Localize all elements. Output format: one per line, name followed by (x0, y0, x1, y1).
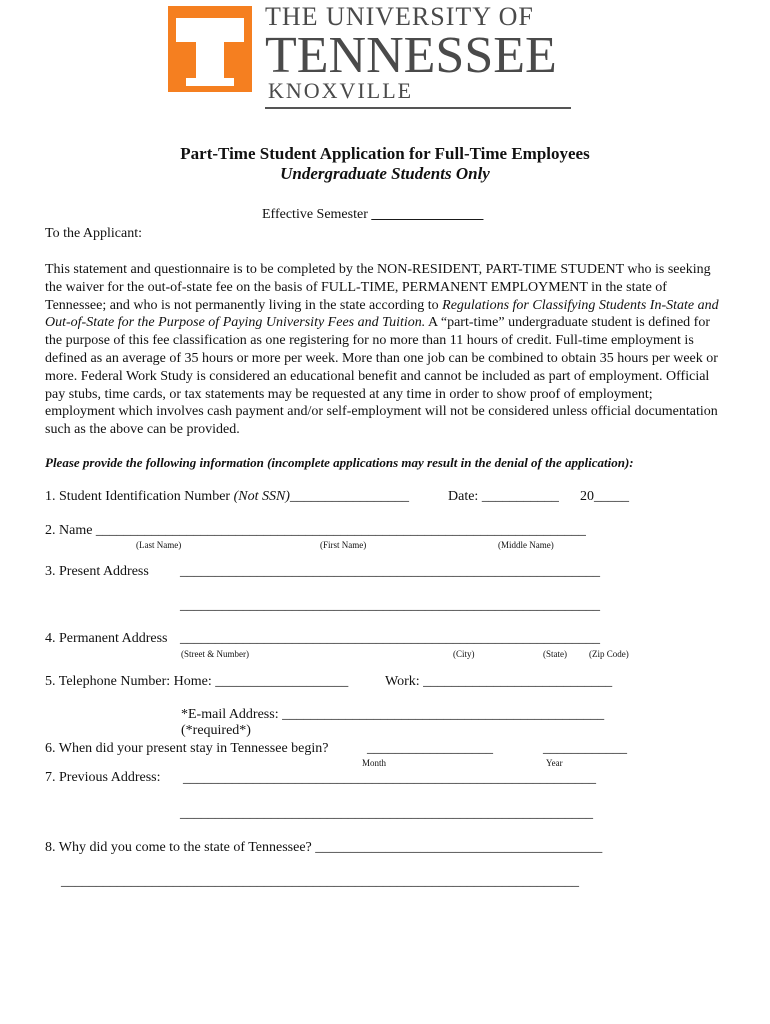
q4-label: 4. Permanent Address (45, 631, 168, 646)
q1-label: 1. Student Identification Number (45, 489, 234, 504)
q2-middle-name-caption: (Middle Name) (498, 540, 554, 550)
email-required-note: (*required*) (181, 723, 251, 738)
q4-city-caption: (City) (453, 649, 475, 659)
instructions-paragraph (45, 261, 725, 439)
q6-label: 6. When did your present stay in Tennessee begin? (45, 741, 329, 756)
q2-name-field[interactable]: 2. Name ______________________________________________________________________ (45, 523, 586, 538)
logo-line-2: TENNESSEE (265, 27, 557, 84)
year-field[interactable]: 20_____ (580, 489, 629, 504)
university-logo-mark (168, 6, 252, 92)
paragraph-regulation-title: Regulations for Classifying Students In-State and Out-of-State for the Purpose of Paying University Fees and Tuition. (45, 297, 719, 331)
email-field[interactable]: *E-mail Address: ______________________________________________ (181, 707, 605, 722)
power-t-icon (168, 6, 252, 92)
q4-state-caption: (State) (543, 649, 567, 659)
effective-semester-label: Effective Semester (262, 207, 368, 222)
document-subtitle: Undergraduate Students Only (280, 164, 490, 183)
q1-field[interactable]: _________________ (289, 489, 409, 504)
date-field[interactable]: Date: ___________ (448, 489, 559, 504)
q5-home-phone-field[interactable]: 5. Telephone Number: Home: ___________________ (45, 674, 349, 689)
q7-address-line-2[interactable]: ___________________________________________________________ (180, 806, 593, 821)
document-title: Part-Time Student Application for Full-Time Employees (180, 144, 590, 163)
q3-label: 3. Present Address (45, 564, 149, 579)
q8-reason-line-2[interactable]: __________________________________________________________________________ (61, 874, 579, 889)
logo-line-1: THE UNIVERSITY OF (265, 2, 534, 31)
q2-last-name-caption: (Last Name) (136, 540, 182, 550)
q4-street-caption: (Street & Number) (181, 649, 249, 659)
effective-semester (262, 207, 483, 223)
q7-address-line-1[interactable]: ___________________________________________________________ (183, 771, 596, 786)
q1-note: (Not SSN) (233, 489, 290, 504)
q1-student-id (45, 489, 409, 505)
q6-year-field[interactable]: ____________ (543, 741, 627, 756)
q3-address-line-2[interactable]: ____________________________________________________________ (180, 598, 600, 613)
effective-semester-field[interactable]: ________________ (371, 207, 484, 222)
logo-divider (265, 107, 571, 109)
q7-label: 7. Previous Address: (45, 770, 161, 785)
q6-year-caption: Year (546, 758, 563, 768)
q6-month-caption: Month (362, 758, 387, 768)
salutation: To the Applicant: (45, 226, 143, 241)
form-instructions: Please provide the following information (incomplete applications may result in the denial of the application): (45, 455, 634, 470)
q2-first-name-caption: (First Name) (320, 540, 367, 550)
q4-address-field[interactable]: ____________________________________________________________ (180, 631, 600, 646)
logo-line-3: KNOXVILLE (268, 78, 414, 103)
q8-reason-field[interactable]: 8. Why did you come to the state of Tennessee? _________________________________________ (45, 840, 603, 855)
q5-work-phone-field[interactable]: Work: ___________________________ (385, 674, 613, 689)
paragraph-part-1: This statement and questionnaire is to be completed by the NON-RESIDENT, PART-TIME STUDENT who is seeking the waiver for the out-of-state fee on the basis of FULL-TIME, PERMANENT EMPLOYMENT in the state of Tennessee; and who is not permanently living in the state according to (45, 262, 711, 313)
q4-zip-caption: (Zip Code) (589, 649, 629, 659)
paragraph-part-2: A “part-time” undergraduate student is defined for the purpose of this fee classification as one registering for no more than 11 hours of credit. Full-time employment is defined as an average of 35 hours or more per week. More than one job can be combined to obtain 35 hours per week or more. Federal Work Study is considered an educational benefit and cannot be included as part of employment. Official pay stubs, time cards, or tax statements may be requested at any time in order to show proof of employment; employment which involves cash payment and/or self-employment will not be considered unless official documentation such as the above can be provided. (45, 315, 718, 438)
q6-month-field[interactable]: __________________ (367, 741, 493, 756)
q3-address-line-1[interactable]: ____________________________________________________________ (180, 564, 600, 579)
